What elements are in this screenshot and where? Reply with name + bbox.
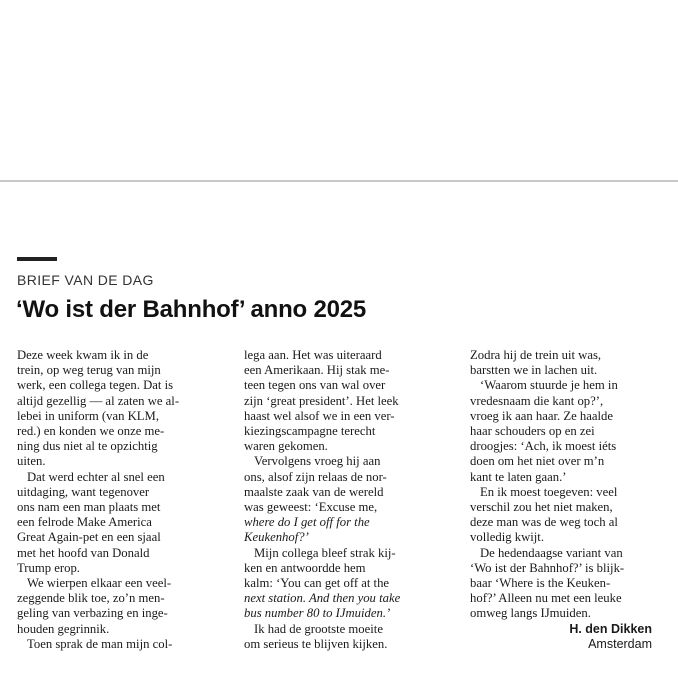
text-line: Zodra hij de trein uit was, bbox=[470, 348, 602, 362]
text-line: zijn ‘great president’. Het leek bbox=[244, 393, 399, 408]
text-line: next station. And then you take bbox=[244, 591, 401, 606]
text-line: houden gegrinnik. bbox=[17, 621, 110, 636]
text-line: We wierpen elkaar een veel- bbox=[27, 576, 172, 591]
text-line: bus number 80 to IJmuiden.’ bbox=[244, 606, 391, 621]
text-line: Ik had de grootste moeite bbox=[254, 621, 383, 636]
text-line: De hedendaagse variant van bbox=[480, 545, 623, 560]
text-line: ning dus niet al te opzichtig bbox=[17, 439, 158, 454]
text-line: een felrode Make America bbox=[17, 515, 152, 530]
text-line: En ik moest toegeven: veel bbox=[480, 484, 618, 499]
text-line: met het hoofd van Donald bbox=[17, 545, 150, 560]
author-signature: H. den Dikken bbox=[569, 621, 652, 636]
text-line: maalste zaak van de wereld bbox=[244, 484, 384, 499]
text-line: trein, op weg terug van mijn bbox=[17, 363, 161, 378]
text-line: uiten. bbox=[17, 454, 46, 469]
text-line: was geweest: ‘Excuse me, bbox=[244, 500, 378, 515]
text-line: Toen sprak de man mijn col- bbox=[27, 636, 173, 651]
text-line: omweg langs IJmuiden. bbox=[470, 606, 591, 621]
text-line: Trump erop. bbox=[17, 560, 80, 575]
text-line: red.) en konden we onze me- bbox=[17, 424, 165, 439]
text-line: ‘Wo ist der Bahnhof?’ is blijk- bbox=[470, 560, 625, 575]
text-line: zeggende blik toe, zo’n men- bbox=[17, 591, 165, 606]
text-line: ons nam een man plaats met bbox=[17, 500, 161, 515]
text-line: Dat werd echter al snel een bbox=[27, 469, 165, 484]
text-line: altijd gezellig — al zaten we al- bbox=[17, 393, 180, 408]
text-line: Great Again-pet en een sjaal bbox=[17, 530, 161, 545]
text-line: barstten we in lachen uit. bbox=[470, 363, 598, 378]
text-line: droogjes: ‘Ach, ik moest iéts bbox=[470, 439, 617, 454]
text-line: volledig kwijt. bbox=[470, 530, 545, 545]
kicker: BRIEF VAN DE DAG bbox=[17, 272, 154, 288]
text-line: verschil zou het niet maken, bbox=[470, 500, 613, 515]
text-line: geling van verbazing en inge- bbox=[17, 606, 168, 621]
text-line: haar schouders op en zei bbox=[470, 424, 595, 439]
text-line: lega aan. Het was uiteraard bbox=[244, 348, 382, 362]
top-divider bbox=[0, 180, 678, 182]
text-line: haast wel alsof we in een ver- bbox=[244, 408, 395, 423]
text-line: waren gekomen. bbox=[244, 439, 328, 454]
text-line: deze man was de weg toch al bbox=[470, 515, 618, 530]
author-location: Amsterdam bbox=[588, 636, 652, 651]
text-line: Vervolgens vroeg hij aan bbox=[254, 454, 381, 469]
text-line: ken en antwoordde hem bbox=[244, 560, 366, 575]
column-3-lines bbox=[470, 348, 660, 622]
text-line: vroeg ik aan haar. Ze haalde bbox=[470, 408, 614, 423]
article-column-1 bbox=[17, 348, 207, 652]
text-line: kalm: ‘You can get off at the bbox=[244, 576, 390, 591]
text-line: ‘Waarom stuurde je hem in bbox=[480, 378, 618, 393]
text-line: om serieus te blijven kijken. bbox=[244, 636, 388, 651]
text-line: doen om het niet over m’n bbox=[470, 454, 605, 469]
kicker-bar bbox=[17, 257, 57, 261]
text-line: teen tegen ons van wal over bbox=[244, 378, 386, 393]
text-line: een Amerikaan. Hij stak me- bbox=[244, 363, 390, 378]
headline: ‘Wo ist der Bahnhof’ anno 2025 bbox=[16, 296, 367, 323]
text-line: werk, een collega tegen. Dat is bbox=[17, 378, 174, 393]
text-line: Deze week kwam ik in de bbox=[17, 348, 149, 362]
text-line: ons, alsof zijn relaas de nor- bbox=[244, 469, 387, 484]
text-line: lebei in uniform (van KLM, bbox=[17, 408, 159, 423]
article-column-3 bbox=[470, 348, 660, 652]
text-line: where do I get off for the bbox=[244, 515, 370, 530]
text-line: baar ‘Where is the Keuken- bbox=[470, 576, 611, 591]
text-line: kiezingscampagne terecht bbox=[244, 424, 376, 439]
text-line: vredesnaam die kant op?’, bbox=[470, 393, 604, 408]
text-line: uitdaging, want tegenover bbox=[17, 484, 150, 499]
text-line: hof?’ Alleen nu met een leuke bbox=[470, 591, 622, 606]
text-line: Keukenhof?’ bbox=[244, 530, 309, 545]
text-line: kant te laten gaan.’ bbox=[470, 469, 567, 484]
text-line: Mijn collega bleef strak kij- bbox=[254, 545, 396, 560]
article-column-2 bbox=[244, 348, 434, 652]
